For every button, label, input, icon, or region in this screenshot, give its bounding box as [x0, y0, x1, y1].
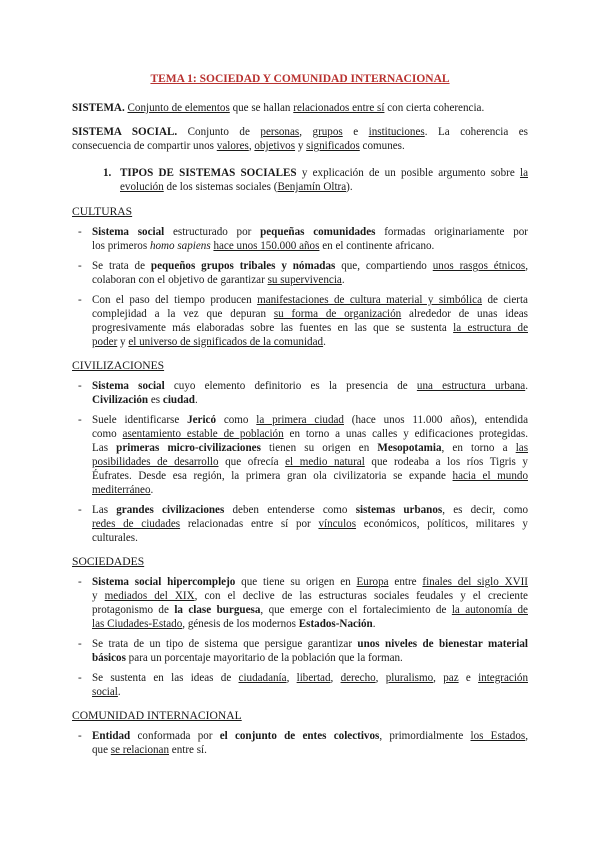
comunidad-bullet1-line2 [92, 743, 528, 757]
text: en torno a unas calles y edificaciones protegidas. [283, 428, 529, 440]
civilizaciones-bullet1-line1 [92, 379, 528, 393]
bold-text: sistemas urbanos [355, 504, 443, 516]
sociedades-bullet1-line1 [92, 575, 528, 589]
text: , [299, 126, 313, 138]
section-heading-sociedades: SOCIEDADES [72, 555, 145, 568]
text: . [372, 618, 376, 630]
underlined-text: mediados del XIX [104, 590, 195, 602]
underlined-text: derecho [340, 672, 376, 684]
underlined-text: valores [216, 140, 249, 152]
text: , [248, 140, 255, 152]
text: colaboran con el objetivo de garantizar [92, 274, 268, 286]
text: y explicación de un posible argumento sobre [296, 167, 520, 179]
numbered-item-line1 [120, 166, 528, 180]
page-title: TEMA 1: SOCIEDAD Y COMUNIDAD INTERNACIONAL [150, 73, 450, 85]
underlined-text: unos rasgos étnicos [432, 260, 526, 272]
text: entre [388, 576, 423, 588]
bold-text: grandes civilizaciones [116, 504, 225, 516]
text: Las [92, 504, 117, 516]
text: Con el paso del tiempo producen [92, 294, 258, 306]
underlined-text: se relacionan [110, 744, 170, 756]
culturas-bullet3-line3 [92, 321, 528, 335]
underlined-text: vínculos [318, 518, 357, 530]
text: , en torno a [441, 442, 516, 454]
text: comunes. [359, 140, 405, 152]
text: relacionadas entre sí por [180, 518, 319, 530]
underlined-text: social [92, 686, 118, 698]
text: , es decir, como [442, 504, 528, 516]
text: que ofrecía [218, 456, 286, 468]
underlined-text: poder [92, 336, 118, 348]
underlined-text: la [519, 167, 528, 179]
underlined-text: las [515, 442, 529, 454]
text: de cierta [482, 294, 528, 306]
section-heading-comunidad-internacional: COMUNIDAD INTERNACIONAL [72, 709, 242, 722]
bold-text: pequeños grupos tribales y nómadas [150, 260, 336, 272]
underlined-text: manifestaciones de cultura material y simbólica [257, 294, 483, 306]
bullet-marker: - [78, 380, 82, 392]
sociedades-bullet1-line2 [92, 589, 528, 603]
term: SISTEMA. [72, 102, 125, 114]
underlined-text: la autonomía de [451, 604, 528, 616]
section-heading-culturas: CULTURAS [72, 205, 133, 218]
text: protagonismo de [92, 604, 175, 616]
bullet-marker: - [78, 226, 82, 238]
text: estructurado por [164, 226, 261, 238]
text: de los sistemas sociales ( [163, 181, 278, 193]
underlined-text: el universo de significados de la comunidad [128, 336, 324, 348]
bullet-marker: - [78, 504, 82, 516]
text: e [458, 672, 479, 684]
text: Suele identificarse [92, 414, 188, 426]
bullet-marker: - [78, 638, 82, 650]
text: , génesis de los modernos [182, 618, 299, 630]
text: ). [346, 181, 353, 193]
civilizaciones-bullet3-line2 [92, 517, 528, 531]
text: como [92, 428, 123, 440]
text: conformada por [130, 730, 220, 742]
bullet-marker: - [78, 672, 82, 684]
text: que [92, 744, 111, 756]
text: formadas originariamente por [375, 226, 528, 238]
underlined-text: finales del siglo XVII [422, 576, 528, 588]
text: y [295, 140, 307, 152]
civilizaciones-bullet3-line1 [92, 503, 528, 517]
underlined-text: mediterráneo [92, 484, 151, 496]
sistema-social-definition-line1 [72, 125, 528, 139]
text: Éufrates. Desde esa región, la primera gran ola civilizatoria se expande [92, 470, 453, 482]
underlined-text: grupos [312, 126, 343, 138]
underlined-text: los Estados [470, 730, 526, 742]
civilizaciones-bullet2-line3 [92, 441, 528, 455]
underlined-text: la estructura de [453, 322, 528, 334]
text: , primordialmente [379, 730, 471, 742]
text: en el continente africano. [319, 240, 435, 252]
text: los primeros [92, 240, 150, 252]
culturas-bullet2-line1 [92, 259, 528, 273]
text: deben entenderse como [224, 504, 356, 516]
civilizaciones-bullet2-line4 [92, 455, 528, 469]
list-number: 1. [103, 167, 112, 179]
civilizaciones-bullet2-line2 [92, 427, 528, 441]
bullet-marker: - [78, 260, 82, 272]
bold-text: Entidad [92, 730, 131, 742]
underlined-text: instituciones [368, 126, 425, 138]
text: e [342, 126, 369, 138]
underlined-text: pluralismo [385, 672, 434, 684]
text: Se sustenta en las ideas de [92, 672, 239, 684]
bold-text: Estados-Nación [298, 618, 373, 630]
text: . La coherencia es [424, 126, 528, 138]
text: que, compartiendo [335, 260, 433, 272]
underlined-text: hace unos 150.000 años [213, 240, 320, 252]
text: cuyo elemento definitorio es la presencia de [164, 380, 417, 392]
underlined-text: redes de ciudades [92, 518, 181, 530]
text: con cierta coherencia. [384, 102, 485, 114]
underlined-text: libertad [296, 672, 331, 684]
underlined-text: Europa [356, 576, 389, 588]
text: es [148, 394, 163, 406]
sociedades-bullet2-line2 [92, 651, 528, 665]
text: . [525, 380, 528, 392]
culturas-bullet2-line2 [92, 273, 528, 287]
underlined-text: ciudadanía [238, 672, 287, 684]
underlined-text: Benjamín Oltra [277, 181, 347, 193]
underlined-text: su forma de organización [273, 308, 402, 320]
bold-text: Sistema social hipercomplejo [92, 576, 236, 588]
text: Conjunto de [177, 126, 261, 138]
underlined-text: significados [306, 140, 360, 152]
bold-text: TIPOS DE SISTEMAS SOCIALES [120, 167, 297, 179]
sociedades-bullet1-line4 [92, 617, 528, 631]
comunidad-bullet1-line1 [92, 729, 528, 743]
bold-text: la clase burguesa [174, 604, 261, 616]
text: como [216, 414, 257, 426]
underlined-text: integración [478, 672, 528, 684]
underlined-text: asentamiento estable de población [122, 428, 284, 440]
culturas-bullet3-line4 [92, 335, 528, 349]
bullet-marker: - [78, 576, 82, 588]
underlined-text: una estructura urbana [416, 380, 526, 392]
text: y [92, 590, 105, 602]
text: para un porcentaje mayoritario de la población que la forman. [125, 652, 403, 664]
bold-text: básicos [92, 652, 126, 664]
sociedades-bullet1-line3 [92, 603, 528, 617]
text: , con el declive de las estructuras sociales feudales y el creciente [194, 590, 528, 602]
bullet-marker: - [78, 414, 82, 426]
text: y [117, 336, 129, 348]
underlined-text: objetivos [254, 140, 296, 152]
culturas-bullet1-line2 [92, 239, 528, 253]
text: culturales. [92, 532, 138, 544]
sistema-definition [72, 101, 528, 115]
underlined-text: Conjunto de elementos [127, 102, 230, 114]
text: . [341, 274, 345, 286]
numbered-item-line2 [120, 180, 528, 194]
text: , [286, 672, 297, 684]
civilizaciones-bullet1-line2 [92, 393, 528, 407]
civilizaciones-bullet2-line1 [92, 413, 528, 427]
bold-text: Jericó [187, 414, 217, 426]
bold-text: Sistema social [92, 380, 165, 392]
text: que se hallan [229, 102, 294, 114]
underlined-text: su supervivencia [267, 274, 342, 286]
text: , que emerge con el fortalecimiento de [260, 604, 452, 616]
sociedades-bullet3-line1 [92, 671, 528, 685]
text: Se trata de un tipo de sistema que persigue garantizar [92, 638, 358, 650]
culturas-bullet3-line2 [92, 307, 528, 321]
bold-text: Sistema social [92, 226, 165, 238]
text: . [117, 686, 121, 698]
underlined-text: personas [260, 126, 300, 138]
underlined-text: paz [443, 672, 459, 684]
text: (hace unos 11.000 años), entendida [343, 414, 528, 426]
text: , [375, 672, 386, 684]
bold-text: pequeñas comunidades [260, 226, 376, 238]
text: que rodeaba a los ríos Tigris y [364, 456, 528, 468]
bold-text: el conjunto de entes colectivos [219, 730, 380, 742]
bold-text: Civilización [92, 394, 149, 406]
text: entre sí. [169, 744, 207, 756]
underlined-text: el medio natural [285, 456, 365, 468]
text: complejidad a la vez que depuran [92, 308, 274, 320]
text: consecuencia de compartir unos [72, 140, 217, 152]
text: Se trata de [92, 260, 151, 272]
text: , [525, 730, 528, 742]
text: , [330, 672, 341, 684]
underlined-text: evolución [120, 181, 164, 193]
underlined-text: posibilidades de desarrollo [92, 456, 219, 468]
text: , [525, 260, 528, 272]
term: SISTEMA SOCIAL. [72, 126, 178, 138]
text: , [433, 672, 444, 684]
sistema-social-definition-line2 [72, 139, 528, 153]
bold-text: Mesopotamia [377, 442, 442, 454]
culturas-bullet1-line1 [92, 225, 528, 239]
section-heading-civilizaciones: CIVILIZACIONES [72, 359, 165, 372]
underlined-text: relacionados entre sí [293, 102, 385, 114]
underlined-text: las Ciudades-Estado [92, 618, 183, 630]
civilizaciones-bullet3-line3 [92, 531, 528, 545]
underlined-text: hacia el mundo [452, 470, 528, 482]
text: . [323, 336, 326, 348]
bold-text: unos niveles de bienestar material [357, 638, 529, 650]
civilizaciones-bullet2-line5 [92, 469, 528, 483]
italic-text: homo sapiens [149, 240, 211, 252]
bullet-marker: - [78, 294, 82, 306]
text: . [150, 484, 154, 496]
text: progresivamente más elaboradas sobre las fuentes en las que se sustenta [92, 322, 454, 334]
bold-text: primeras micro-civilizaciones [116, 442, 261, 454]
sociedades-bullet2-line1 [92, 637, 528, 651]
text: tienen su origen en [260, 442, 378, 454]
bold-text: ciudad [162, 394, 195, 406]
civilizaciones-bullet2-line6 [92, 483, 528, 497]
bullet-marker: - [78, 730, 82, 742]
text: económicos, políticos, militares y [356, 518, 528, 530]
text: que tiene su origen en [235, 576, 357, 588]
sociedades-bullet3-line2 [92, 685, 528, 699]
text: Las [92, 442, 117, 454]
underlined-text: la primera ciudad [256, 414, 344, 426]
text: . [194, 394, 198, 406]
text: alrededor de unas ideas [401, 308, 529, 320]
culturas-bullet3-line1 [92, 293, 528, 307]
